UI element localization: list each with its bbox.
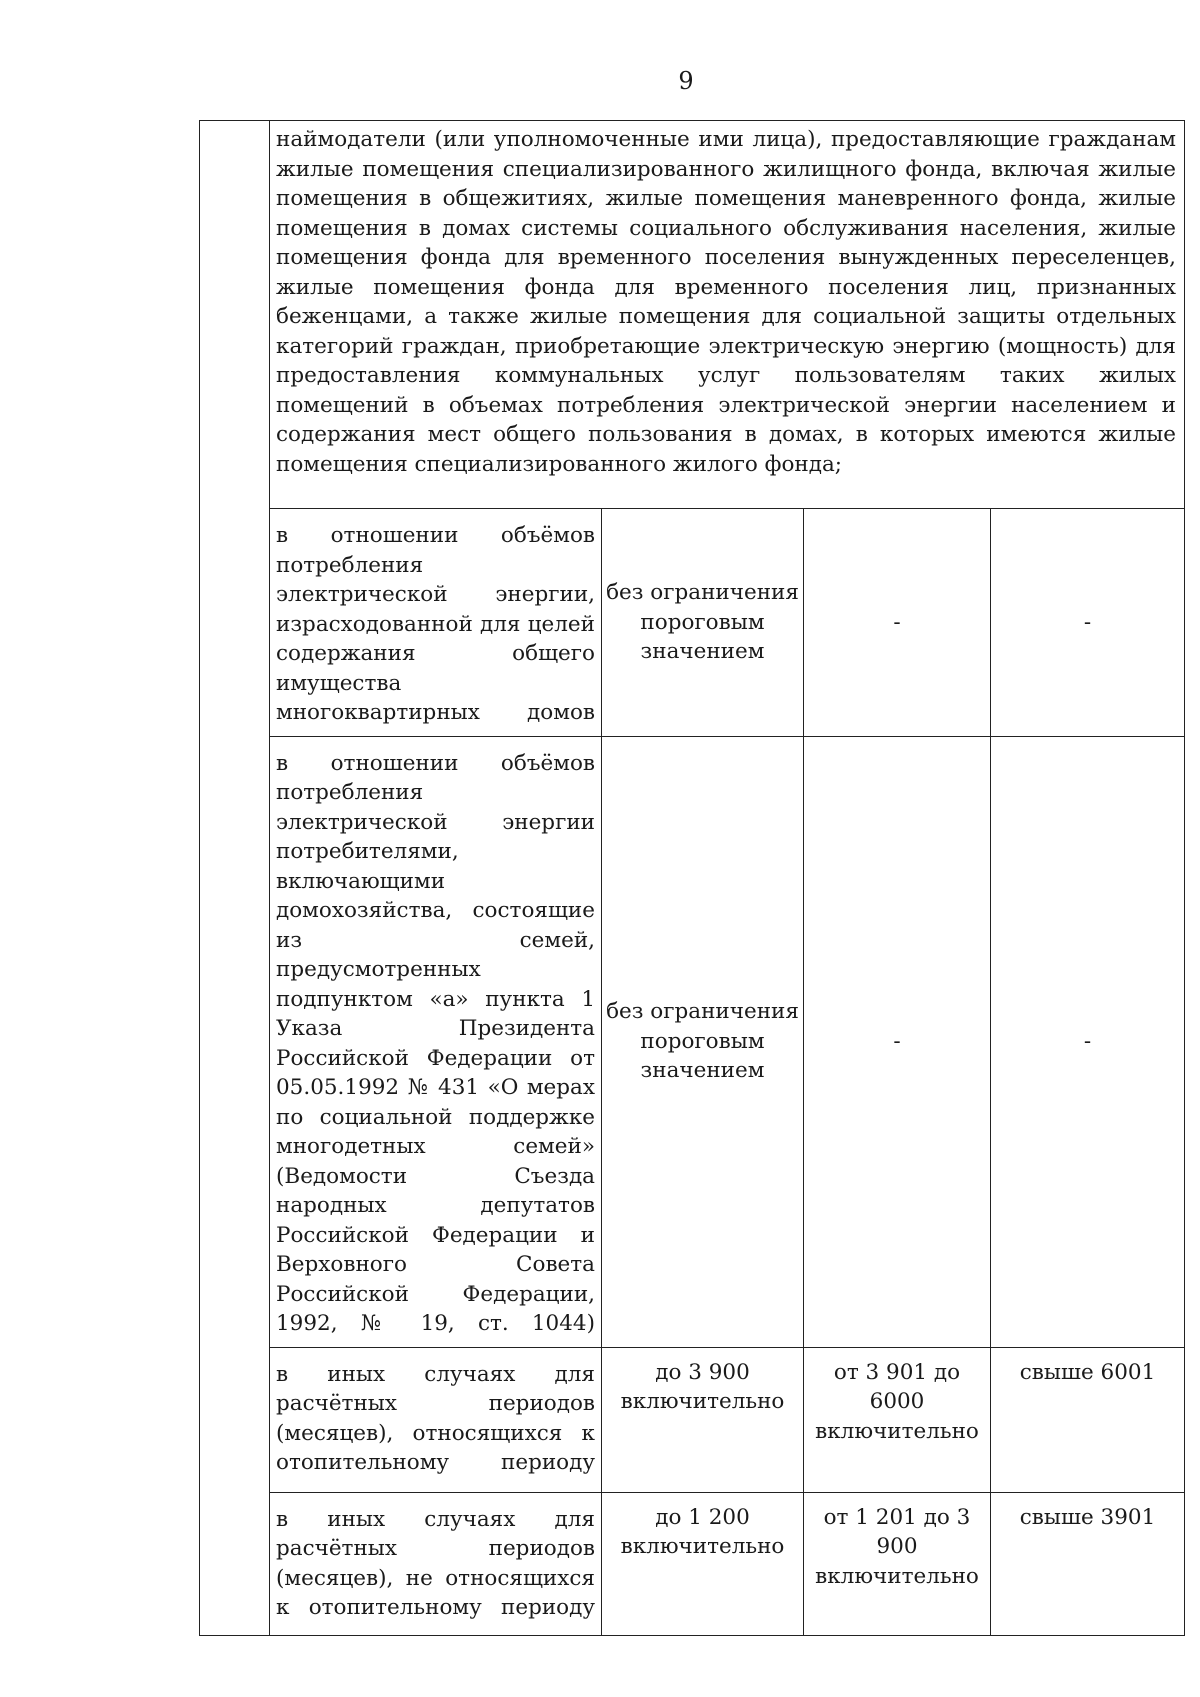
- row-description: в иных случаях для расчётных периодов (месяцев), относящихся к отопительному периоду: [270, 1347, 602, 1492]
- row-value-1: без ограничения пороговым значением: [602, 736, 804, 1347]
- intro-text-cell: наймодатели (или уполномоченные ими лица), предоставляющие гражданам жилые помещения специализированного жилищного фонда, включая жилые помещения в общежитиях, жилые помещения маневренного фонда, жилые помещения в домах системы социального обслуживания населения, жилые помещения фонда для временного поселения вынужденных переселенцев, жилые помещения фонда для временного поселения лиц, признанных беженцами, а также жилые помещения для социальной защиты отдельных категорий граждан, приобретающие электрическую энергию (мощность) для предоставления коммунальных услуг пользователям таких жилых помещений в объемах потребления электрической энергии населением и содержания мест общего пользования в домах, в которых имеются жилые помещения специализированного жилого фонда;: [270, 121, 1185, 509]
- row-value-3: -: [991, 736, 1185, 1347]
- row-description: в отношении объёмов потребления электрической энергии потребителями, включающими домохозяйства, состоящие из семей, предусмотренных подпунктом «а» пункта 1 Указа Президента Российской Федерации от 05.05.1992 № 431 «О мерах по социальной поддержке многодетных семей» (Ведомости Съезда народных депутатов Российской Федерации и Верховного Совета Российской Федерации, 1992, № 19, ст. 1044): [270, 736, 602, 1347]
- tariff-table: [199, 120, 1185, 1636]
- row-value-2: от 3 901 до 6000 включительно: [804, 1347, 991, 1492]
- row-description: в иных случаях для расчётных периодов (месяцев), не относящихся к отопительному периоду: [270, 1492, 602, 1635]
- row-value-3: свыше 6001: [991, 1347, 1185, 1492]
- row-value-1: до 3 900 включительно: [602, 1347, 804, 1492]
- page-number: 9: [678, 67, 694, 95]
- table-row-intro: [200, 121, 1185, 509]
- row-value-3: -: [991, 509, 1185, 737]
- row-value-2: от 1 201 до 3 900 включительно: [804, 1492, 991, 1635]
- table-row: [200, 1492, 1185, 1635]
- table-row: [200, 509, 1185, 737]
- row-value-1: без ограничения пороговым значением: [602, 509, 804, 737]
- row-value-1: до 1 200 включительно: [602, 1492, 804, 1635]
- table-row: [200, 736, 1185, 1347]
- row-value-2: -: [804, 509, 991, 737]
- row-description: в отношении объёмов потребления электрической энергии, израсходованной для целей содержания общего имущества многоквартирных домов: [270, 509, 602, 737]
- row-value-2: -: [804, 736, 991, 1347]
- row-value-3: свыше 3901: [991, 1492, 1185, 1635]
- table-row: [200, 1347, 1185, 1492]
- row-number-cell: [200, 121, 270, 1636]
